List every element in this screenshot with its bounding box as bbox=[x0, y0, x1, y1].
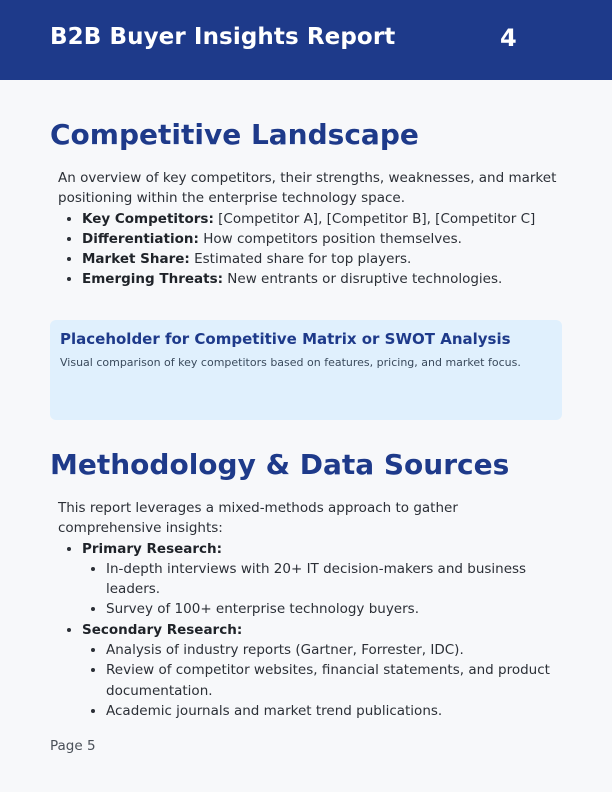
methodology-section bbox=[58, 498, 558, 721]
list-item bbox=[82, 209, 558, 229]
list-item-text: New entrants or disruptive technologies. bbox=[223, 271, 503, 288]
list-item bbox=[82, 620, 558, 721]
list-item bbox=[82, 539, 558, 620]
list-item-label: Secondary Research: bbox=[82, 621, 243, 638]
list-item bbox=[82, 229, 558, 249]
list-item-label: Differentiation: bbox=[82, 230, 199, 247]
callout-title: Placeholder for Competitive Matrix or SWOT Analysis bbox=[60, 330, 511, 348]
methodology-list bbox=[58, 539, 558, 722]
list-item-label: Market Share: bbox=[82, 251, 190, 268]
list-item-text: How competitors position themselves. bbox=[198, 230, 462, 247]
sub-list-item: • Review of competitor websites, financial statements, and product documentation. bbox=[106, 660, 558, 701]
placeholder-callout bbox=[50, 320, 562, 420]
list-item-label: Key Competitors: bbox=[82, 210, 214, 227]
competitive-landscape-section bbox=[58, 168, 558, 290]
header-page-number: 4 bbox=[500, 24, 517, 52]
methodology-heading: Methodology & Data Sources bbox=[50, 448, 510, 481]
list-item-label: Emerging Threats: bbox=[82, 271, 223, 288]
sub-list-item: • In-depth interviews with 20+ IT decision-makers and business leaders. bbox=[106, 559, 558, 600]
report-title: B2B Buyer Insights Report bbox=[50, 24, 396, 50]
competitive-list bbox=[58, 209, 558, 290]
list-item-label: Primary Research: bbox=[82, 540, 223, 557]
list-item-text: [Competitor A], [Competitor B], [Competitor C] bbox=[213, 210, 536, 227]
competitive-intro: An overview of key competitors, their strengths, weaknesses, and market positioning within the enterprise technology space. bbox=[58, 170, 557, 207]
sub-list bbox=[82, 559, 558, 620]
sub-list bbox=[82, 640, 558, 721]
report-header bbox=[0, 0, 612, 80]
list-item bbox=[82, 249, 558, 269]
competitive-landscape-heading: Competitive Landscape bbox=[50, 118, 419, 151]
list-item-text: Estimated share for top players. bbox=[189, 251, 412, 268]
sub-list-item: • Academic journals and market trend publications. bbox=[106, 701, 558, 721]
sub-list-item: • Survey of 100+ enterprise technology buyers. bbox=[106, 599, 558, 619]
callout-text: Visual comparison of key competitors based on features, pricing, and market focus. bbox=[60, 356, 521, 369]
sub-list-item: • Analysis of industry reports (Gartner, Forrester, IDC). bbox=[106, 640, 558, 660]
list-item bbox=[82, 269, 558, 289]
methodology-intro: This report leverages a mixed-methods approach to gather comprehensive insights: bbox=[58, 500, 458, 537]
page-footer: Page 5 bbox=[50, 738, 96, 754]
